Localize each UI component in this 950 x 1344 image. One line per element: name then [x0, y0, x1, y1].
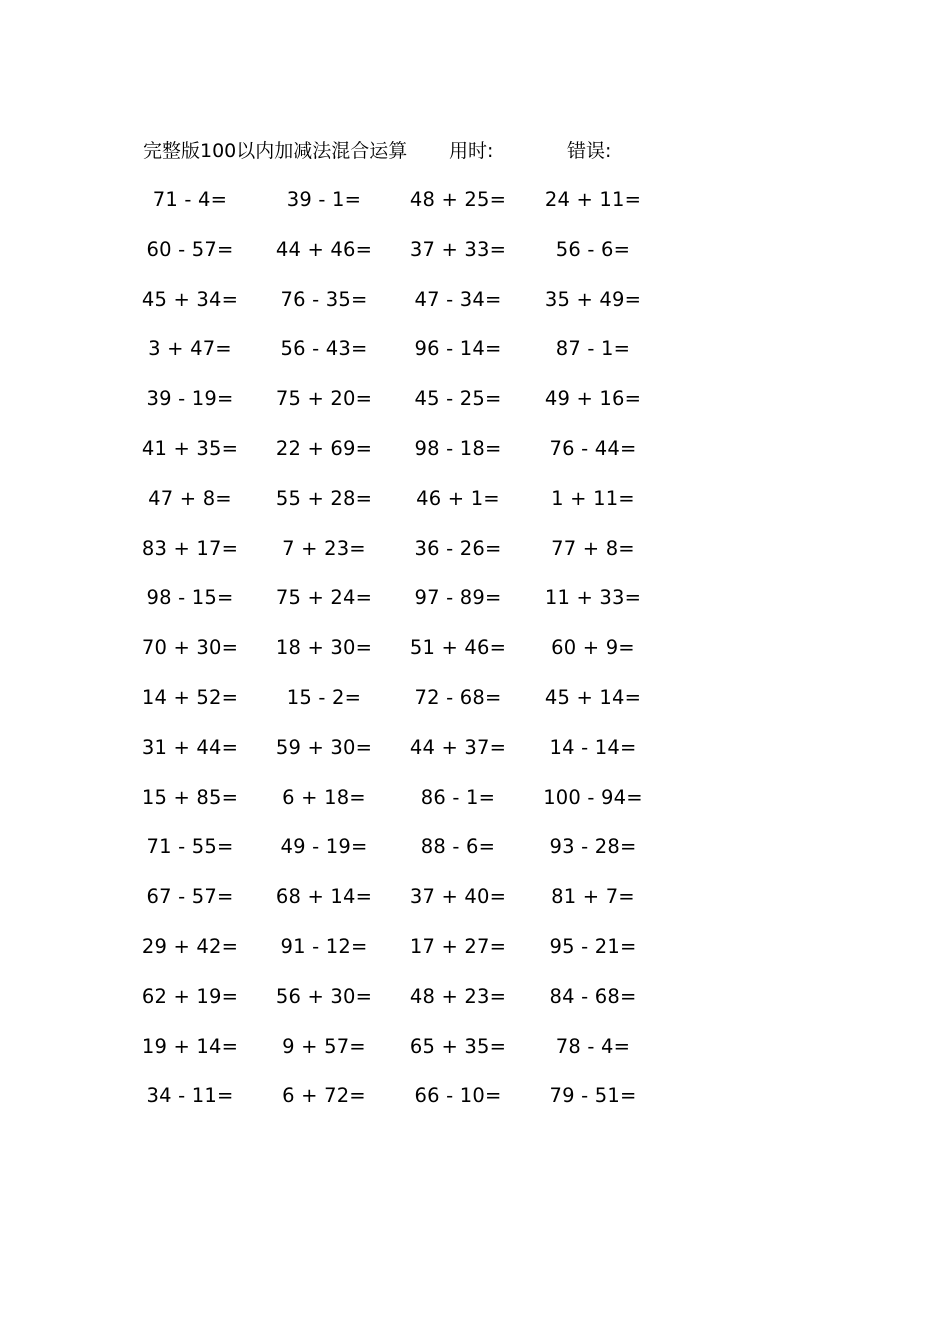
time-label: 用时: [449, 140, 494, 162]
problem-cell: 24 + 11= [544, 188, 642, 211]
problem-cell: 96 - 14= [414, 337, 502, 361]
problem-cell: 91 - 12= [280, 934, 368, 958]
problem-cell: 18 + 30= [275, 636, 373, 660]
problem-cell: 86 - 1= [420, 785, 496, 809]
problem-row [140, 883, 660, 933]
problem-cell: 59 + 30= [275, 735, 373, 759]
problem-cell: 48 + 23= [409, 984, 507, 1008]
problem-row [140, 485, 660, 535]
problem-cell: 66 - 10= [414, 1084, 502, 1108]
problem-row [140, 634, 660, 684]
problem-row [140, 734, 660, 784]
problem-row [140, 1033, 660, 1083]
problem-cell: 45 + 34= [141, 287, 239, 311]
problem-cell: 87 - 1= [555, 337, 631, 361]
problem-cell: 19 + 14= [141, 1034, 239, 1058]
problem-cell: 65 + 35= [409, 1034, 507, 1058]
problem-cell: 60 + 9= [551, 636, 635, 660]
problem-cell: 45 + 14= [544, 685, 642, 709]
problem-cell: 29 + 42= [141, 934, 239, 958]
problem-cell: 44 + 37= [409, 735, 507, 759]
problem-row [140, 983, 660, 1033]
problem-cell: 76 - 44= [549, 436, 637, 460]
problem-cell: 11 + 33= [544, 586, 642, 610]
problem-row [140, 833, 660, 883]
problem-cell: 70 + 30= [141, 636, 239, 660]
problem-cell: 7 + 23= [282, 536, 366, 560]
problem-cell: 46 + 1= [416, 486, 500, 510]
problem-cell: 60 - 57= [146, 237, 234, 261]
problem-cell: 17 + 27= [409, 934, 507, 958]
problem-cell: 45 - 25= [414, 387, 502, 411]
problem-cell: 44 + 46= [275, 237, 373, 261]
problem-cell: 95 - 21= [549, 934, 637, 958]
problem-cell: 41 + 35= [141, 436, 239, 460]
problem-cell: 39 - 1= [286, 188, 362, 211]
problem-row [140, 186, 660, 236]
problem-cell: 79 - 51= [549, 1084, 637, 1108]
problem-row [140, 286, 660, 336]
problem-cell: 14 - 14= [549, 735, 637, 759]
problem-cell: 75 + 24= [275, 586, 373, 610]
problem-row [140, 584, 660, 634]
problem-cell: 55 + 28= [275, 486, 373, 510]
problem-cell: 22 + 69= [275, 436, 373, 460]
problem-cell: 36 - 26= [414, 536, 502, 560]
problem-cell: 37 + 33= [409, 237, 507, 261]
problem-cell: 31 + 44= [141, 735, 239, 759]
problem-row [140, 535, 660, 585]
problem-cell: 39 - 19= [146, 387, 234, 411]
problem-cell: 6 + 18= [282, 785, 366, 809]
problem-cell: 88 - 6= [420, 835, 496, 859]
problem-cell: 15 - 2= [286, 685, 362, 709]
problem-cell: 14 + 52= [141, 685, 239, 709]
problem-row [140, 236, 660, 286]
problem-cell: 78 - 4= [555, 1034, 631, 1058]
problem-cell: 56 - 43= [280, 337, 368, 361]
problem-cell: 67 - 57= [146, 885, 234, 909]
problem-cell: 72 - 68= [414, 685, 502, 709]
problem-row [140, 435, 660, 485]
problem-cell: 68 + 14= [275, 885, 373, 909]
problem-cell: 34 - 11= [146, 1084, 234, 1108]
problem-cell: 49 + 16= [544, 387, 642, 411]
problem-cell: 3 + 47= [148, 337, 232, 361]
problem-cell: 47 - 34= [414, 287, 502, 311]
problem-cell: 62 + 19= [141, 984, 239, 1008]
problem-row [140, 1082, 660, 1132]
problem-cell: 6 + 72= [282, 1084, 366, 1108]
problem-cell: 56 + 30= [275, 984, 373, 1008]
problem-cell: 35 + 49= [544, 287, 642, 311]
worksheet-title: 完整版100以内加减法混合运算 [143, 140, 408, 162]
problem-cell: 81 + 7= [551, 885, 635, 909]
problem-cell: 97 - 89= [414, 586, 502, 610]
problem-cell: 93 - 28= [549, 835, 637, 859]
errors-label: 错误: [567, 140, 612, 162]
problem-cell: 71 - 55= [146, 835, 234, 859]
problem-cell: 98 - 15= [146, 586, 234, 610]
problem-row [140, 335, 660, 385]
problem-cell: 71 - 4= [152, 188, 228, 211]
problem-row [140, 784, 660, 834]
problem-cell: 100 - 94= [543, 785, 643, 809]
problem-cell: 47 + 8= [148, 486, 232, 510]
problem-cell: 84 - 68= [549, 984, 637, 1008]
problem-cell: 1 + 11= [551, 486, 635, 510]
problem-cell: 76 - 35= [280, 287, 368, 311]
problem-cell: 83 + 17= [141, 536, 239, 560]
problem-cell: 51 + 46= [409, 636, 507, 660]
problem-row [140, 385, 660, 435]
problem-cell: 15 + 85= [141, 785, 239, 809]
problem-cell: 37 + 40= [409, 885, 507, 909]
problem-cell: 56 - 6= [555, 237, 631, 261]
problem-cell: 77 + 8= [551, 536, 635, 560]
problem-grid [140, 186, 660, 1132]
problem-cell: 48 + 25= [409, 188, 507, 211]
problem-cell: 49 - 19= [280, 835, 368, 859]
problem-row [140, 684, 660, 734]
problem-cell: 98 - 18= [414, 436, 502, 460]
problem-cell: 9 + 57= [282, 1034, 366, 1058]
problem-row [140, 933, 660, 983]
problem-cell: 75 + 20= [275, 387, 373, 411]
